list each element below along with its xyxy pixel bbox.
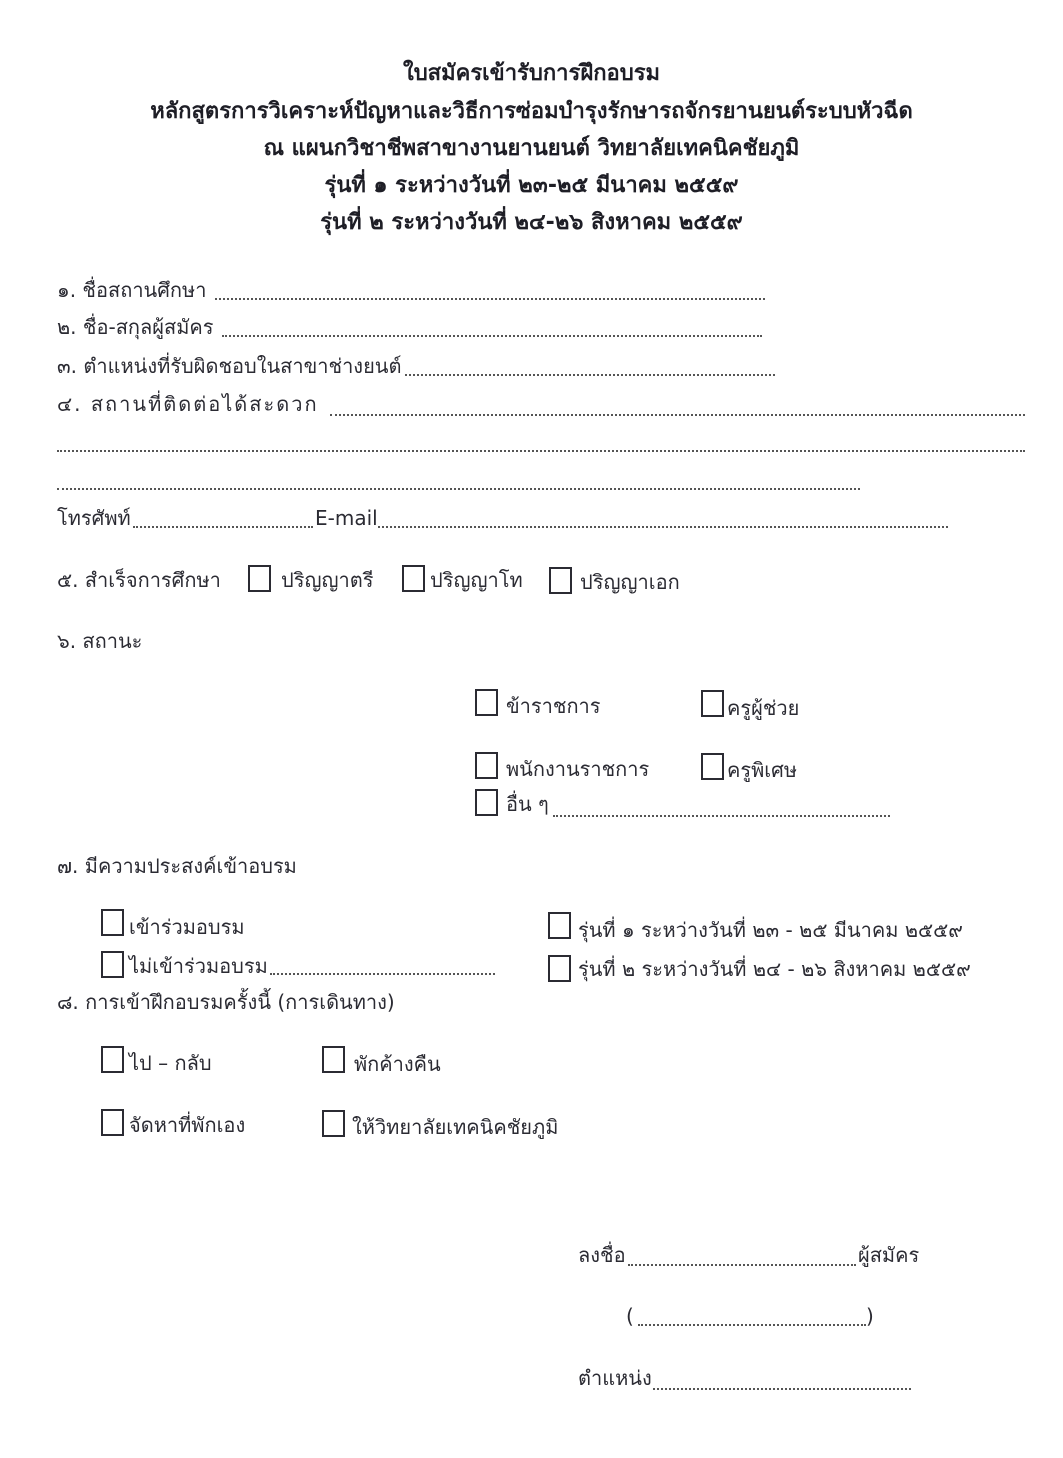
- name-field[interactable]: [222, 335, 762, 337]
- batch-1-label: รุ่นที่ ๑ ระหว่างวันที่ ๒๓ - ๒๕ มีนาคม ๒๕๕๙: [578, 918, 963, 942]
- phone-field[interactable]: [133, 526, 313, 528]
- travel-label: ๘. การเข้าฝึกอบรมครั้งนี้ (การเดินทาง): [57, 990, 395, 1014]
- batch-2-dates: รุ่นที่ ๒ ระหว่างวันที่ ๒๔-๒๖ สิงหาคม ๒๕๕๙: [320, 210, 743, 235]
- position-field[interactable]: [405, 374, 775, 376]
- master-label: ปริญญาโท: [430, 568, 523, 592]
- college-accommodation-label: ให้วิทยาลัยเทคนิคชัยภูมิ: [352, 1115, 559, 1139]
- address-field-line-1[interactable]: [330, 414, 1025, 416]
- batch-1-checkbox[interactable]: [548, 912, 571, 939]
- government-employee-checkbox[interactable]: [475, 752, 498, 779]
- email-field[interactable]: [378, 526, 948, 528]
- college-accommodation-checkbox[interactable]: [322, 1110, 345, 1137]
- address-label: ๔. สถานที่ติดต่อได้สะดวก: [57, 392, 319, 416]
- other-status-checkbox[interactable]: [475, 789, 498, 816]
- self-accommodation-checkbox[interactable]: [101, 1109, 124, 1136]
- printed-name-field[interactable]: [638, 1324, 866, 1326]
- signature-field[interactable]: [628, 1264, 856, 1266]
- batch-2-checkbox[interactable]: [548, 955, 571, 982]
- signature-position-field[interactable]: [653, 1388, 911, 1390]
- applicant-label: ผู้สมัคร: [858, 1243, 920, 1267]
- course-title: หลักสูตรการวิเคราะห์ปัญหาและวิธีการซ่อมบำรุงรักษารถจักรยานยนต์ระบบหัวฉีด: [150, 99, 913, 124]
- round-trip-label: ไป – กลับ: [129, 1051, 212, 1075]
- government-employee-label: พนักงานราชการ: [506, 757, 650, 781]
- other-status-field[interactable]: [553, 815, 890, 817]
- status-label: ๖. สถานะ: [57, 629, 143, 653]
- school-field[interactable]: [215, 298, 765, 300]
- sign-label: ลงชื่อ: [578, 1243, 626, 1267]
- civil-servant-checkbox[interactable]: [475, 689, 498, 716]
- email-label: E-mail: [315, 506, 378, 530]
- batch-1-dates: รุ่นที่ ๑ ระหว่างวันที่ ๒๓-๒๕ มีนาคม ๒๕๕๙: [324, 173, 739, 198]
- batch-2-label: รุ่นที่ ๒ ระหว่างวันที่ ๒๔ - ๒๖ สิงหาคม ๒๕๕๙: [578, 957, 971, 981]
- school-label: ๑. ชื่อสถานศึกษา: [57, 278, 207, 302]
- attend-checkbox[interactable]: [101, 909, 124, 936]
- close-paren: ): [866, 1304, 874, 1328]
- civil-servant-label: ข้าราชการ: [506, 694, 601, 718]
- special-teacher-label: ครูพิเศษ: [727, 758, 798, 782]
- overnight-label: พักค้างคืน: [354, 1052, 441, 1076]
- position-label: ๓. ตำแหน่งที่รับผิดชอบในสาขาช่างยนต์: [57, 354, 402, 378]
- assistant-teacher-label: ครูผู้ช่วย: [727, 696, 800, 720]
- address-field-line-2[interactable]: [57, 450, 1025, 452]
- bachelor-label: ปริญญาตรี: [281, 568, 374, 592]
- other-status-label: อื่น ๆ: [506, 792, 549, 816]
- open-paren: (: [626, 1304, 634, 1328]
- address-field-line-3[interactable]: [57, 488, 860, 490]
- not-attend-checkbox[interactable]: [101, 951, 124, 978]
- bachelor-checkbox[interactable]: [248, 565, 271, 592]
- round-trip-checkbox[interactable]: [101, 1046, 124, 1073]
- signature-position-label: ตำแหน่ง: [578, 1366, 652, 1390]
- name-label: ๒. ชื่อ-สกุลผู้สมัคร: [57, 315, 214, 339]
- assistant-teacher-checkbox[interactable]: [701, 690, 724, 717]
- doctorate-label: ปริญญาเอก: [580, 570, 680, 594]
- doctorate-checkbox[interactable]: [549, 567, 572, 594]
- master-checkbox[interactable]: [402, 565, 425, 592]
- department-line: ณ แผนกวิชาชีพสาขางานยานยนต์ วิทยาลัยเทคนิคชัยภูมิ: [263, 136, 800, 161]
- attend-label: เข้าร่วมอบรม: [129, 915, 245, 939]
- phone-label: โทรศัพท์: [57, 506, 131, 530]
- overnight-checkbox[interactable]: [322, 1046, 345, 1073]
- not-attend-reason-field[interactable]: [270, 973, 495, 975]
- education-label: ๕. สำเร็จการศึกษา: [57, 568, 221, 592]
- self-accommodation-label: จัดหาที่พักเอง: [129, 1113, 246, 1137]
- not-attend-label: ไม่เข้าร่วมอบรม: [129, 954, 268, 978]
- form-title: ใบสมัครเข้ารับการฝึกอบรม: [402, 61, 661, 86]
- intent-label: ๗. มีความประสงค์เข้าอบรม: [57, 854, 297, 878]
- special-teacher-checkbox[interactable]: [701, 753, 724, 780]
